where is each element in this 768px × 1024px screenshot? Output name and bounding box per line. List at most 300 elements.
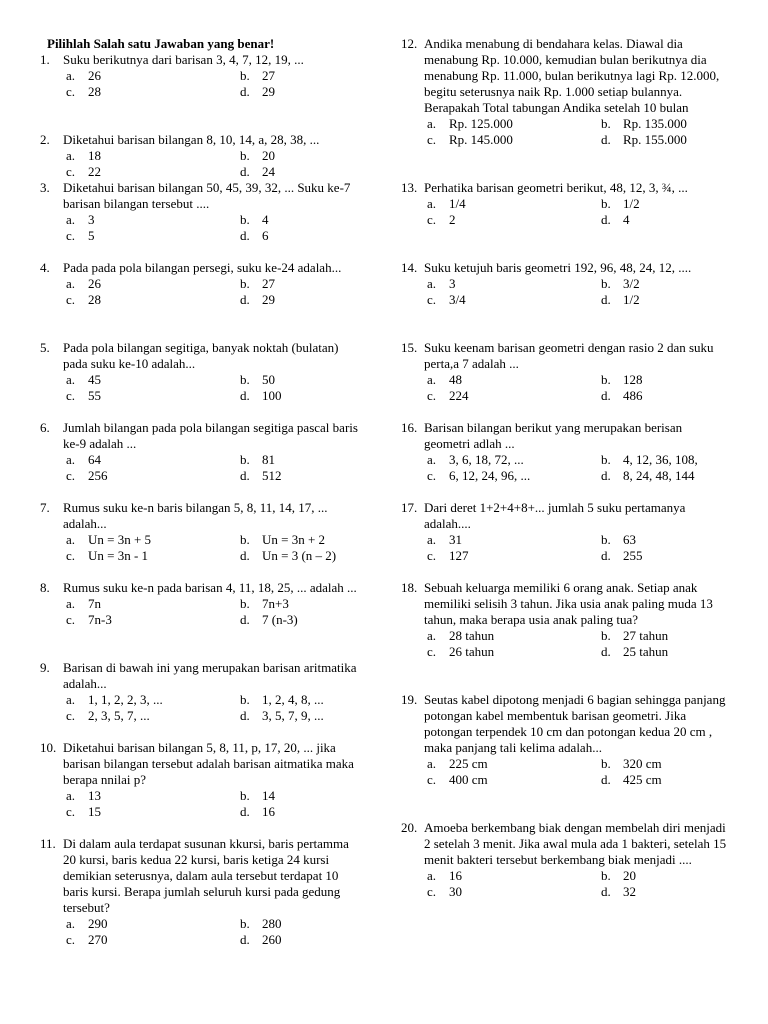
option-text: 1/2 [623,292,640,307]
answer-option-a[interactable] [427,868,601,884]
answer-option-d[interactable] [601,212,731,228]
question-number: 3. [40,180,50,195]
question-13 [401,180,731,228]
option-letter: d. [240,932,250,947]
answer-option-d[interactable] [601,468,731,484]
answer-option-d[interactable] [601,132,731,148]
option-text: 3 [449,276,456,291]
question-text: Rumus suku ke-n pada barisan 4, 11, 18, 25, ... adalah ... [63,580,357,595]
answer-options [424,276,731,308]
answer-option-a[interactable] [66,692,240,708]
question-text: Andika menabung di bendahara kelas. Diawal dia menabung Rp. 10.000, kemudian bulan berikutnya dia menabung Rp. 11.000, bulan berikutnya lagi Rp. 12.000, begitu seterusnya naik Rp. 1.000 setiap bulannya. Berapakah Total tabungan Andika setelah 10 bulan [424,36,720,115]
option-text: 3/2 [623,276,640,291]
option-text: Un = 3n + 2 [262,532,326,547]
option-text: 128 [623,372,643,387]
answer-option-d[interactable] [240,932,362,948]
question-text: Sebuah keluarga memiliki 6 orang anak. Setiap anak memiliki selisih 3 tahun. Jika usia anak paling muda 13 tahun, maka berapa usia anak paling tua? [424,580,713,627]
option-text: 6 [262,228,269,243]
option-text: 64 [88,452,101,467]
question-number: 5. [40,340,50,355]
answer-option-a[interactable] [66,372,240,388]
option-letter: d. [601,292,611,307]
answer-option-a[interactable] [427,116,601,132]
option-text: 320 cm [623,756,662,771]
option-text: 26 [88,276,101,291]
answer-option-a[interactable] [66,532,240,548]
option-text: 7n [88,596,101,611]
answer-option-d[interactable] [240,388,362,404]
option-letter: c. [66,548,76,563]
option-letter: c. [66,164,76,179]
option-letter: b. [240,276,250,291]
question-6 [40,420,362,484]
option-text: 425 cm [623,772,662,787]
question-number: 14. [401,260,418,275]
answer-option-d[interactable] [601,548,731,564]
option-text: 29 [262,292,275,307]
answer-options [424,868,731,900]
answer-option-c[interactable] [427,132,601,148]
option-letter: d. [601,884,611,899]
option-letter: d. [240,292,250,307]
option-letter: c. [66,84,76,99]
option-letter: b. [601,756,611,771]
option-letter: a. [427,868,437,883]
answer-options [63,212,362,244]
answer-option-b[interactable] [601,868,731,884]
option-text: 29 [262,84,275,99]
option-text: 127 [449,548,469,563]
question-9 [40,660,362,724]
answer-option-d[interactable] [240,548,362,564]
question-number: 6. [40,420,50,435]
option-text: 256 [88,468,108,483]
question-text: Diketahui barisan bilangan 5, 8, 11, p, 17, 20, ... jika barisan bilangan tersebut adalah barisan aitmatika maka berapa nnilai p? [63,740,354,787]
answer-option-b[interactable] [240,596,362,612]
option-letter: b. [601,372,611,387]
option-letter: b. [601,628,611,643]
answer-option-a[interactable] [427,276,601,292]
answer-option-c[interactable] [427,388,601,404]
question-number: 17. [401,500,418,515]
answer-option-a[interactable] [66,596,240,612]
answer-options [424,756,731,788]
option-letter: a. [66,148,76,163]
answer-option-d[interactable] [601,388,731,404]
question-text: Barisan di bawah ini yang merupakan barisan aritmatika adalah... [63,660,357,691]
answer-option-a[interactable] [66,276,240,292]
answer-option-d[interactable] [601,772,731,788]
question-number: 13. [401,180,418,195]
answer-option-a[interactable] [427,452,601,468]
option-text: 290 [88,916,108,931]
question-text: Diketahui barisan bilangan 8, 10, 14, a, 28, 38, ... [63,132,320,147]
answer-option-b[interactable] [240,372,362,388]
answer-option-b[interactable] [601,116,731,132]
option-letter: a. [427,628,437,643]
option-letter: c. [427,388,437,403]
question-text: Suku keenam barisan geometri dengan rasio 2 dan suku perta,a 7 adalah ... [424,340,714,371]
answer-options [424,196,731,228]
answer-option-d[interactable] [240,468,362,484]
question-number: 12. [401,36,418,51]
answer-option-b[interactable] [601,756,731,772]
option-text: 4, 12, 36, 108, [623,452,698,467]
question-text: Barisan bilangan berikut yang merupakan berisan geometri adlah ... [424,420,683,451]
answer-options [63,372,362,404]
answer-option-c[interactable] [427,468,601,484]
option-letter: c. [427,212,437,227]
question-number: 7. [40,500,50,515]
answer-option-c[interactable] [427,548,601,564]
answer-option-c[interactable] [427,292,601,308]
option-text: 3, 6, 18, 72, ... [449,452,524,467]
answer-option-b[interactable] [601,628,731,644]
question-text: Suku ketujuh baris geometri 192, 96, 48, 24, 12, .... [424,260,692,275]
answer-option-c[interactable] [66,468,240,484]
option-letter: d. [240,228,250,243]
question-number: 4. [40,260,50,275]
option-letter: b. [240,532,250,547]
option-text: 48 [449,372,462,387]
answer-option-a[interactable] [66,68,240,84]
option-letter: a. [427,756,437,771]
option-letter: b. [240,148,250,163]
option-text: 16 [262,804,275,819]
option-text: 1/4 [449,196,466,211]
option-letter: c. [66,228,76,243]
answer-option-d[interactable] [601,644,731,660]
option-text: 28 [88,84,101,99]
option-text: 63 [623,532,636,547]
question-text: Di dalam aula terdapat susunan kkursi, baris pertamma 20 kursi, baris kedua 22 kursi, baris ketiga 24 kursi demikian seterusnya, dalam aula tersebut terdapat 10 baris kursi. Berapa jumlah seluruh kursi pada gedung tersebut? [63,836,349,915]
option-letter: b. [240,788,250,803]
option-text: 30 [449,884,462,899]
answer-option-b[interactable] [601,276,731,292]
answer-option-b[interactable] [240,452,362,468]
option-text: 100 [262,388,282,403]
option-text: 14 [262,788,275,803]
answer-options [424,452,731,484]
option-text: 3 [88,212,95,227]
answer-option-c[interactable] [66,84,240,100]
answer-option-d[interactable] [240,292,362,308]
question-15 [401,340,731,404]
answer-option-c[interactable] [66,612,240,628]
answer-option-b[interactable] [240,692,362,708]
option-text: 225 cm [449,756,488,771]
option-letter: d. [240,548,250,563]
option-letter: a. [427,532,437,547]
option-letter: a. [66,452,76,467]
answer-option-d[interactable] [240,612,362,628]
option-letter: a. [66,788,76,803]
question-text: Rumus suku ke-n baris bilangan 5, 8, 11, 14, 17, ... adalah... [63,500,328,531]
question-number: 9. [40,660,50,675]
option-letter: d. [240,164,250,179]
option-text: 45 [88,372,101,387]
question-number: 2. [40,132,50,147]
option-letter: a. [427,452,437,467]
question-1 [40,52,362,100]
answer-option-d[interactable] [240,708,362,724]
option-letter: d. [601,132,611,147]
answer-option-d[interactable] [240,228,362,244]
option-letter: b. [240,212,250,227]
answer-option-c[interactable] [427,772,601,788]
question-number: 18. [401,580,418,595]
option-letter: c. [427,644,437,659]
option-text: Un = 3n + 5 [88,532,152,547]
answer-options [63,452,362,484]
option-text: 24 [262,164,275,179]
answer-option-c[interactable] [427,212,601,228]
option-text: Rp. 145.000 [449,132,513,147]
option-text: 1/2 [623,196,640,211]
option-text: 20 [262,148,275,163]
option-letter: c. [66,468,76,483]
answer-options [63,532,362,564]
question-text: Jumlah bilangan pada pola bilangan segitiga pascal baris ke-9 adalah ... [63,420,358,451]
option-letter: c. [66,388,76,403]
option-text: 4 [262,212,269,227]
question-11 [40,836,362,948]
answer-option-c[interactable] [66,228,240,244]
option-letter: c. [427,548,437,563]
option-text: 32 [623,884,636,899]
option-text: 55 [88,388,101,403]
question-19 [401,692,731,788]
option-text: 7n+3 [262,596,289,611]
option-letter: a. [66,212,76,227]
left-column [40,36,362,947]
option-letter: a. [66,596,76,611]
question-number: 20. [401,820,418,835]
question-3 [40,180,362,244]
answer-option-a[interactable] [427,628,601,644]
option-letter: b. [240,452,250,467]
question-number: 16. [401,420,418,435]
answer-option-a[interactable] [66,788,240,804]
answer-options [63,68,362,100]
answer-option-a[interactable] [66,916,240,932]
answer-option-b[interactable] [240,276,362,292]
option-text: 26 [88,68,101,83]
option-letter: d. [601,644,611,659]
option-text: 4 [623,212,630,227]
answer-options [63,788,362,820]
question-text: Amoeba berkembang biak dengan membelah diri menjadi 2 setelah 3 menit. Jika awal mula ada 1 bakteri, setelah 15 menit bakteri tersebut berkembang biak menjadi .... [424,820,727,867]
option-text: 260 [262,932,282,947]
question-2 [40,132,362,180]
option-text: Rp. 125.000 [449,116,513,131]
answer-option-c[interactable] [66,164,240,180]
option-letter: b. [601,196,611,211]
instruction-heading: Pilihlah Salah satu Jawaban yang benar! [47,36,275,51]
option-letter: b. [601,868,611,883]
question-10 [40,740,362,820]
answer-options [424,532,731,564]
question-number: 10. [40,740,57,755]
answer-option-b[interactable] [240,788,362,804]
option-letter: b. [240,596,250,611]
question-16 [401,420,731,484]
answer-option-a[interactable] [427,196,601,212]
option-letter: b. [240,68,250,83]
answer-options [424,116,731,148]
option-letter: b. [240,692,250,707]
option-text: Un = 3 (n – 2) [262,548,337,563]
option-letter: c. [66,804,76,819]
answer-option-c[interactable] [427,884,601,900]
option-text: 486 [623,388,643,403]
option-letter: d. [240,468,250,483]
option-letter: a. [427,276,437,291]
option-letter: c. [66,708,76,723]
option-letter: c. [427,884,437,899]
option-text: 255 [623,548,643,563]
option-letter: d. [240,804,250,819]
answer-option-b[interactable] [240,212,362,228]
option-text: Un = 3n - 1 [88,548,149,563]
question-7 [40,500,362,564]
option-text: 3, 5, 7, 9, ... [262,708,324,723]
question-text: Perhatika barisan geometri berikut, 48, 12, 3, ¾, ... [424,180,688,195]
question-number: 11. [40,836,56,851]
option-letter: c. [427,772,437,787]
option-text: 13 [88,788,101,803]
option-letter: d. [601,468,611,483]
option-text: 1, 2, 4, 8, ... [262,692,324,707]
question-text: Seutas kabel dipotong menjadi 6 bagian sehingga panjang potongan kabel membentuk barisan geometri. Jika potongan terpendek 10 cm dan potongan kedua 20 cm , maka panjang tali kelima adalah... [424,692,726,755]
option-letter: c. [427,468,437,483]
question-8 [40,580,362,628]
option-text: 18 [88,148,101,163]
answer-option-b[interactable] [601,532,731,548]
option-text: 8, 24, 48, 144 [623,468,695,483]
answer-option-c[interactable] [66,708,240,724]
answer-options [63,148,362,180]
option-letter: a. [66,916,76,931]
option-letter: d. [240,708,250,723]
option-text: 16 [449,868,462,883]
option-letter: b. [240,916,250,931]
answer-option-a[interactable] [66,212,240,228]
answer-option-b[interactable] [240,532,362,548]
answer-option-c[interactable] [66,292,240,308]
option-text: 224 [449,388,469,403]
answer-option-b[interactable] [601,196,731,212]
answer-option-a[interactable] [66,452,240,468]
option-text: 22 [88,164,101,179]
option-text: 270 [88,932,108,947]
question-number: 15. [401,340,418,355]
option-letter: c. [427,132,437,147]
answer-option-a[interactable] [427,372,601,388]
answer-option-d[interactable] [601,884,731,900]
answer-option-b[interactable] [601,452,731,468]
option-letter: a. [66,532,76,547]
option-text: 5 [88,228,95,243]
answer-options [63,692,362,724]
question-5 [40,340,362,404]
answer-option-b[interactable] [240,916,362,932]
answer-option-a[interactable] [427,756,601,772]
answer-option-c[interactable] [66,932,240,948]
option-letter: b. [601,452,611,467]
option-letter: a. [66,372,76,387]
question-text: Dari deret 1+2+4+8+... jumlah 5 suku pertamanya adalah.... [424,500,686,531]
option-letter: a. [66,276,76,291]
option-letter: c. [66,612,76,627]
option-letter: b. [601,532,611,547]
answer-option-c[interactable] [66,388,240,404]
option-letter: c. [66,932,76,947]
option-letter: b. [240,372,250,387]
answer-options [424,372,731,404]
option-text: 27 tahun [623,628,669,643]
answer-option-d[interactable] [240,84,362,100]
option-text: 81 [262,452,275,467]
option-letter: a. [427,372,437,387]
option-text: 7 (n-3) [262,612,298,627]
option-text: 27 [262,68,275,83]
question-20 [401,820,731,900]
option-text: 28 [88,292,101,307]
option-letter: d. [601,212,611,227]
answer-option-d[interactable] [240,164,362,180]
option-letter: a. [66,68,76,83]
answer-option-c[interactable] [66,804,240,820]
option-text: 27 [262,276,275,291]
option-text: 2, 3, 5, 7, ... [88,708,150,723]
option-text: 400 cm [449,772,488,787]
question-17 [401,500,731,564]
question-18 [401,580,731,660]
option-letter: d. [240,612,250,627]
question-14 [401,260,731,308]
answer-option-d[interactable] [601,292,731,308]
option-letter: d. [601,772,611,787]
answer-options [424,628,731,660]
answer-option-a[interactable] [427,532,601,548]
option-letter: a. [427,196,437,211]
option-text: Rp. 155.000 [623,132,687,147]
question-text: Pada pola bilangan segitiga, banyak noktah (bulatan) pada suku ke-10 adalah... [63,340,339,371]
option-letter: c. [427,292,437,307]
option-text: 20 [623,868,636,883]
answer-option-c[interactable] [66,548,240,564]
option-text: 512 [262,468,282,483]
option-letter: d. [601,388,611,403]
answer-option-b[interactable] [240,148,362,164]
option-letter: a. [66,692,76,707]
answer-options [63,596,362,628]
option-letter: d. [601,548,611,563]
question-4 [40,260,362,308]
answer-option-c[interactable] [427,644,601,660]
answer-option-d[interactable] [240,804,362,820]
question-text: Diketahui barisan bilangan 50, 45, 39, 32, ... Suku ke-7 barisan bilangan tersebut .... [63,180,351,211]
option-letter: b. [601,116,611,131]
answer-option-b[interactable] [240,68,362,84]
question-number: 1. [40,52,50,67]
question-text: Suku berikutnya dari barisan 3, 4, 7, 12, 19, ... [63,52,304,67]
answer-option-a[interactable] [66,148,240,164]
answer-options [63,276,362,308]
option-text: 280 [262,916,282,931]
answer-option-b[interactable] [601,372,731,388]
